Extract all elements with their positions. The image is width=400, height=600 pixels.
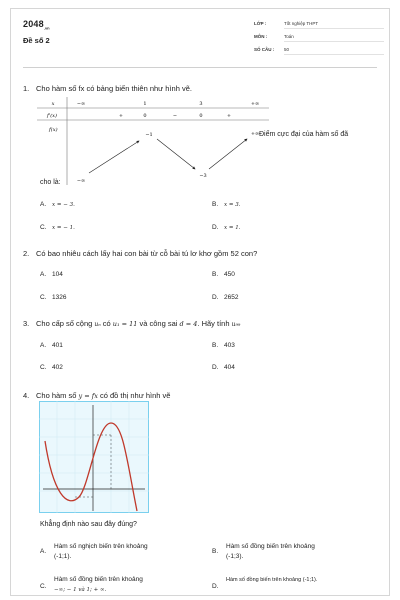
question-1 (23, 84, 192, 93)
q1-a-letter: A. (40, 201, 47, 208)
question-2 (23, 249, 257, 258)
q4-formula: y = fx (78, 392, 98, 400)
meta-subject-value: Toán (284, 34, 384, 42)
q3-text-a: Cho cấp số cộng (36, 319, 95, 328)
q3-d-text: 404 (224, 364, 235, 371)
q3-u99: u₉₉ (231, 321, 241, 328)
sign-3: − (172, 113, 178, 119)
logo-text: 2048 (23, 19, 44, 29)
q4-option-b[interactable] (212, 542, 382, 562)
q3-b-letter: B. (212, 342, 219, 349)
q4-number: 4. (23, 391, 30, 400)
q3-a-letter: A. (40, 342, 47, 349)
q3-option-d[interactable] (212, 364, 235, 371)
q3-text-c: và công sai (137, 319, 180, 328)
q1-option-a[interactable] (40, 201, 75, 208)
f-val-4: +∞ (250, 131, 260, 137)
arrow-down (157, 139, 195, 169)
q2-d-text: 2652 (224, 294, 239, 301)
q1-d-text: x = 1. (224, 225, 241, 231)
q2-d-letter: D. (212, 294, 219, 301)
q4-text-b: có đồ thị như hình vẽ (97, 391, 171, 400)
q3-option-a[interactable] (40, 342, 63, 349)
exam-page (10, 8, 390, 596)
sign-2: 0 (143, 113, 147, 119)
q4-b-text-2: (-1;3). (226, 553, 244, 560)
q4-b-letter: B. (212, 548, 219, 555)
q3-option-c[interactable] (40, 364, 63, 371)
function-graph (39, 401, 149, 513)
q3-d-letter: D. (212, 364, 219, 371)
q2-a-letter: A. (40, 271, 47, 278)
meta-count (254, 47, 384, 55)
question-4 (23, 391, 170, 400)
q4-d-letter: D. (212, 583, 219, 590)
q4-option-d[interactable] (212, 575, 387, 590)
header-divider (23, 67, 377, 68)
q2-b-letter: B. (212, 271, 219, 278)
sign-5: + (226, 113, 232, 119)
q2-b-text: 450 (224, 271, 235, 278)
q4-prompt: Khẳng định nào sau đây đúng? (40, 521, 137, 528)
meta-class (254, 21, 384, 29)
q4-b-text-1: Hàm số đồng biến trên khoảng (226, 543, 315, 550)
q2-option-c[interactable] (40, 294, 66, 301)
q1-d-letter: D. (212, 224, 219, 231)
arrow-up-2 (209, 139, 247, 169)
q4-a-text-1: Hàm số nghịch biến trên khoảng (54, 543, 148, 550)
q1-option-c[interactable] (40, 224, 75, 231)
fp-label: f'(x) (47, 113, 57, 119)
q3-option-b[interactable] (212, 342, 235, 349)
q4-c-letter: C. (40, 583, 47, 590)
q1-text: Cho hàm số fx có bảng biến thiên như hình vẽ. (36, 84, 192, 93)
brand-logo (23, 19, 50, 30)
q4-a-letter: A. (40, 548, 47, 555)
f-val-2: −1 (145, 132, 153, 138)
q1-number: 1. (23, 84, 30, 93)
q2-text: Có bao nhiêu cách lấy hai con bài từ cỗ bài tú lơ khơ gồm 52 con? (36, 249, 258, 258)
exam-number: Đề số 2 (23, 36, 50, 45)
f-label: f(x) (49, 127, 58, 133)
q1-c-text: x = − 1. (52, 225, 75, 231)
logo-suffix: .vn (43, 25, 50, 31)
q3-c-text: 402 (52, 364, 63, 371)
q2-option-d[interactable] (212, 294, 238, 301)
q3-a-text: 401 (52, 342, 63, 349)
q3-u1: u₁ = 11 (112, 320, 138, 328)
meta-count-value: 50 (284, 47, 384, 55)
q4-option-a[interactable] (40, 542, 210, 562)
q2-c-letter: C. (40, 294, 47, 301)
q3-d: d = 4 (179, 320, 198, 328)
q1-b-text: x = 3. (224, 202, 241, 208)
graph-frame (40, 402, 149, 513)
q3-text-b: có (100, 319, 113, 328)
q3-b-text: 403 (224, 342, 235, 349)
q4-text-a: Cho hàm số (36, 391, 79, 400)
q1-tail: cho là: (40, 179, 61, 186)
question-3 (23, 319, 240, 328)
q4-c-text-1: Hàm số đồng biến trên khoảng (54, 576, 143, 583)
meta-subject (254, 34, 384, 42)
q4-option-c[interactable] (40, 575, 210, 595)
x-label: x (51, 101, 55, 107)
q3-c-letter: C. (40, 364, 47, 371)
f-val-1: −∞ (76, 178, 86, 184)
q2-number: 2. (23, 249, 30, 258)
q1-option-d[interactable] (212, 224, 240, 231)
q2-c-text: 1326 (52, 294, 67, 301)
q1-option-b[interactable] (212, 201, 240, 208)
variation-table (37, 97, 269, 185)
meta-class-key: LỚP : (254, 21, 267, 26)
sign-4: 0 (199, 113, 203, 119)
meta-class-value: Tốt nghiệp THPT (284, 21, 384, 29)
q2-a-text: 104 (52, 271, 63, 278)
arrow-up-1 (89, 141, 139, 173)
q3-number: 3. (23, 319, 30, 328)
x-val-4: +∞ (250, 101, 260, 107)
q3-text-d: . Hãy tính (197, 319, 232, 328)
q4-d-text-1: Hàm số đồng biến trên khoảng (-1;1). (226, 577, 318, 583)
q1-a-text: x = − 3. (52, 202, 75, 208)
q1-c-letter: C. (40, 224, 47, 231)
f-val-3: −3 (199, 173, 207, 179)
sign-1: + (118, 113, 124, 119)
meta-subject-key: MÔN : (254, 34, 268, 39)
q2-option-b[interactable] (212, 271, 235, 278)
x-val-2: 1 (143, 101, 147, 107)
q1-b-letter: B. (212, 201, 219, 208)
q4-a-text-2: (-1;1). (54, 553, 72, 560)
x-val-3: 3 (199, 101, 203, 107)
q1-continued: Điểm cực đại của hàm số đã (259, 131, 349, 138)
q2-option-a[interactable] (40, 271, 63, 278)
q4-c-text-2: −∞; − 1 và 1; + ∞. (54, 587, 107, 593)
x-val-1: −∞ (76, 101, 86, 107)
meta-count-key: SỐ CÂU : (254, 47, 275, 52)
q3-un: uₙ (94, 321, 101, 328)
